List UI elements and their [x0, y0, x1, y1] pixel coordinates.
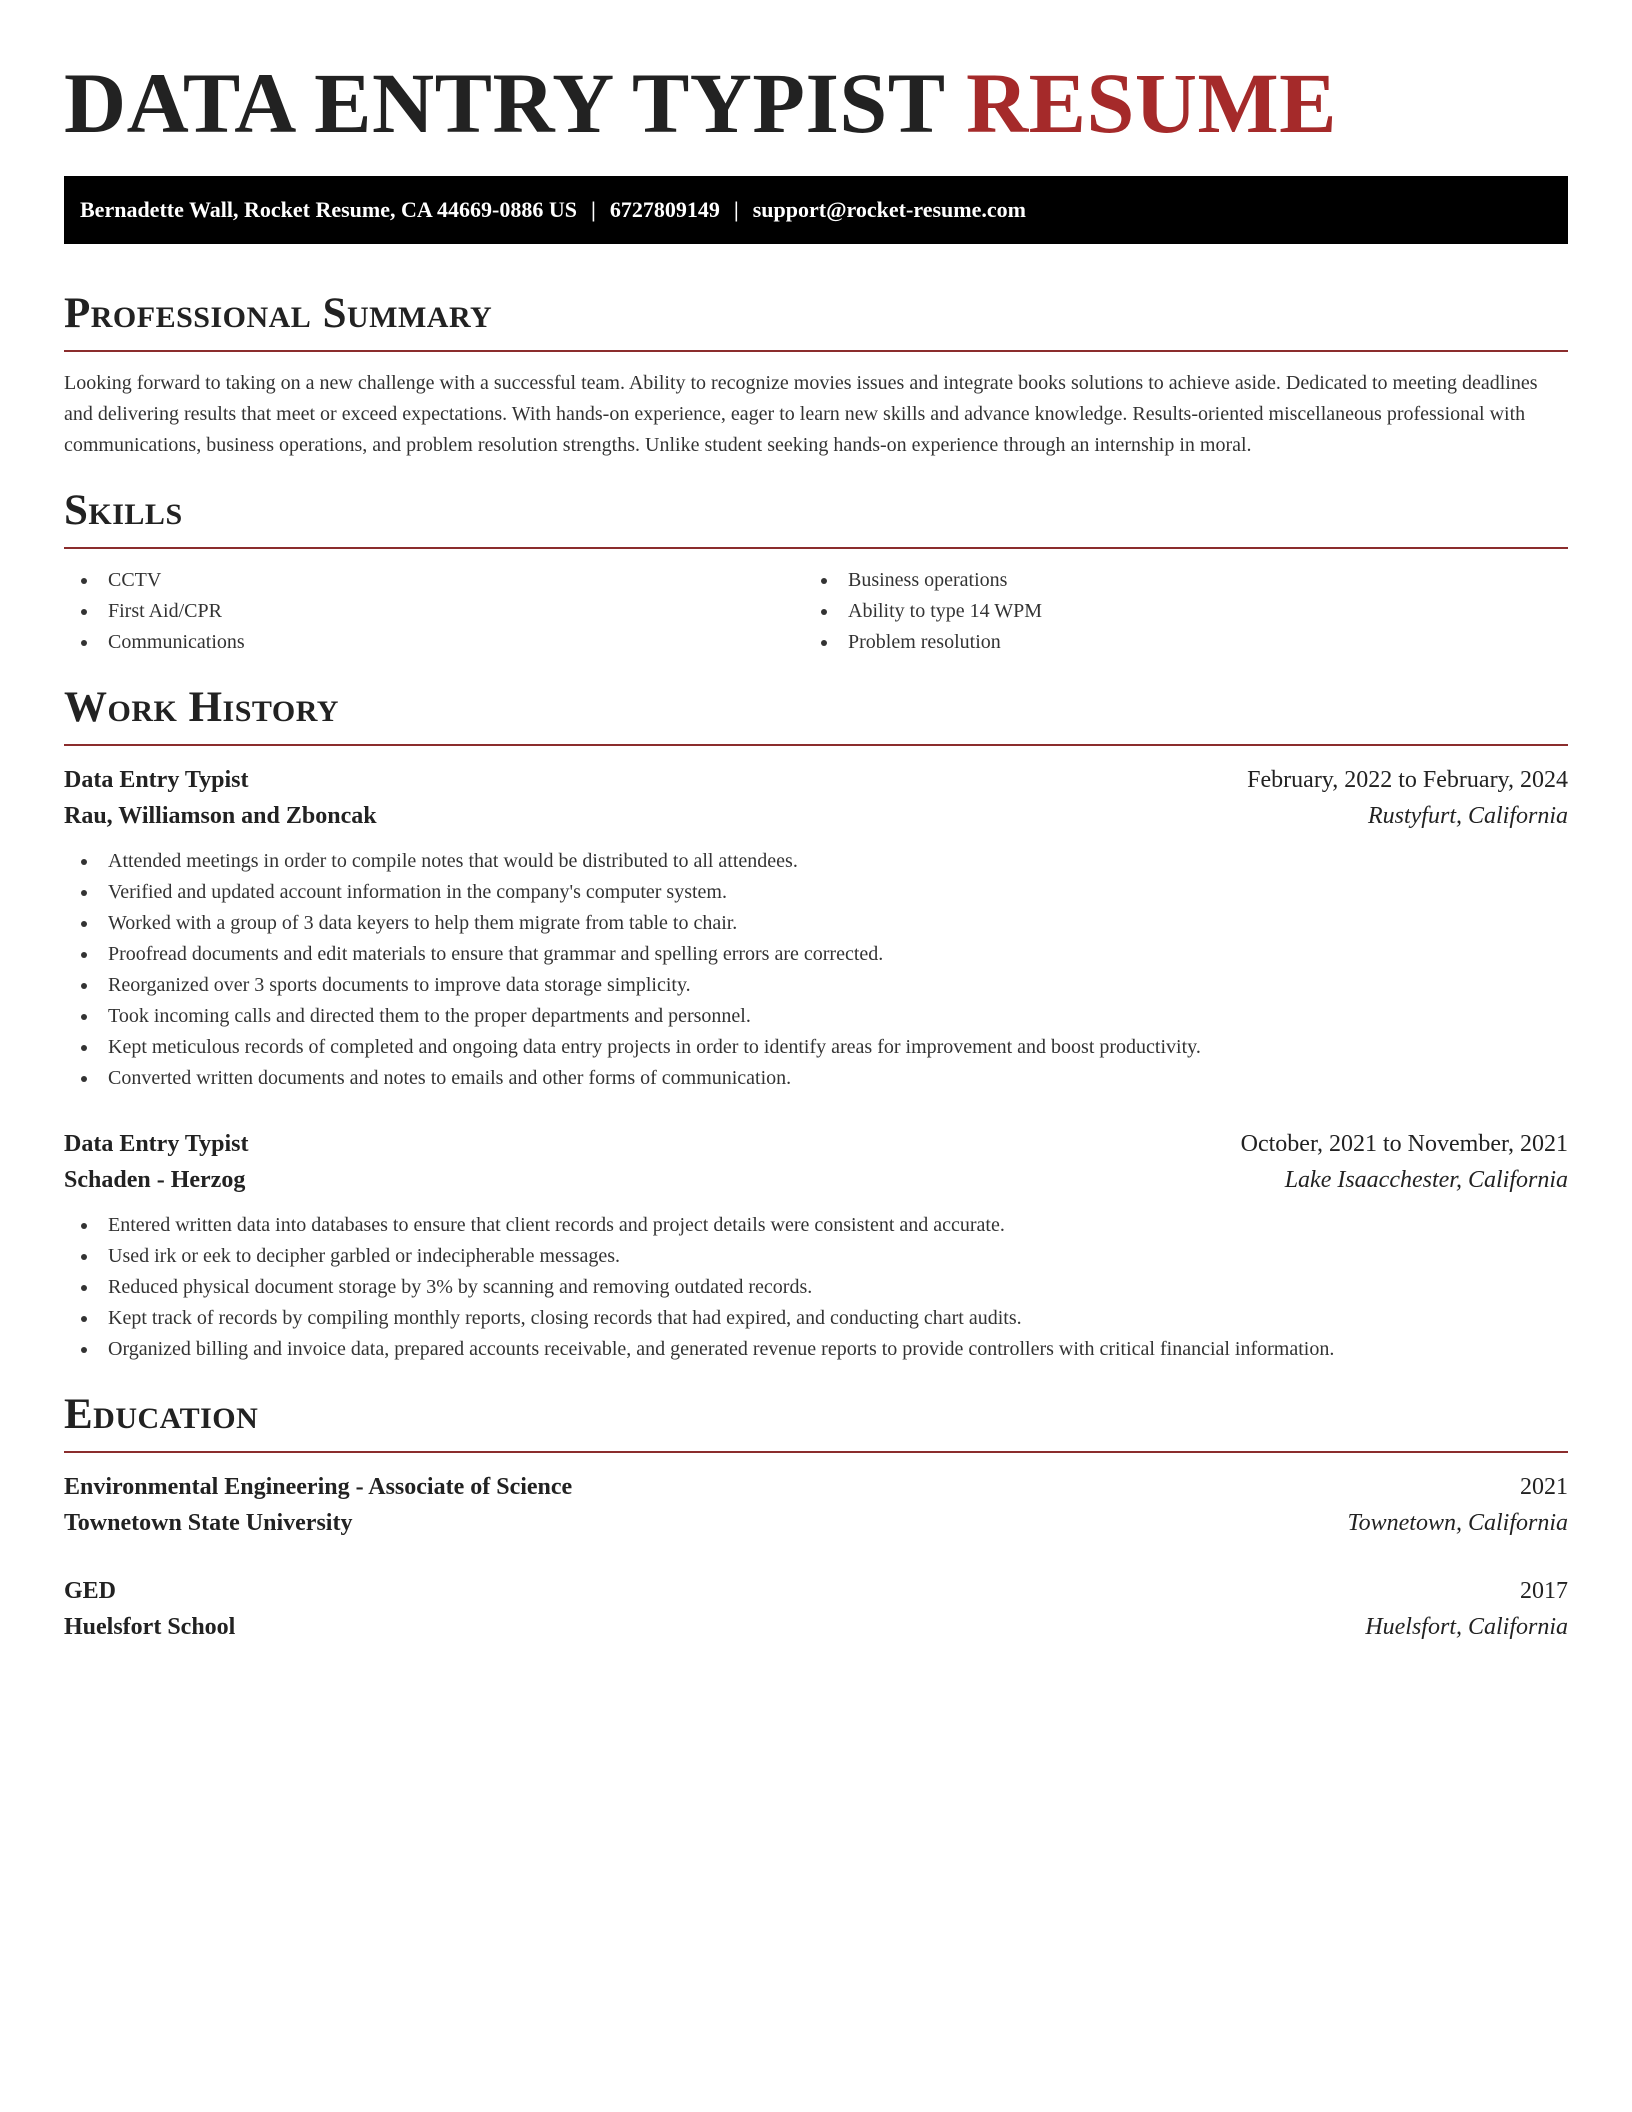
job-bullet: Worked with a group of 3 data keyers to help them migrate from table to chair. [64, 908, 1568, 939]
education-degree-row [64, 1469, 1568, 1505]
job-bullet: Converted written documents and notes to emails and other forms of communication. [64, 1063, 1568, 1094]
job-bullet: Kept track of records by compiling monthly reports, closing records that had expired, and conducting chart audits. [64, 1303, 1568, 1334]
contact-bar [64, 176, 1568, 244]
job-title: Data Entry Typist [64, 767, 249, 793]
skill-item: Problem resolution [804, 627, 1544, 658]
contact-phone: 6727809149 [609, 197, 720, 222]
skills-column-left [64, 565, 804, 658]
skill-item: Ability to type 14 WPM [804, 596, 1544, 627]
job-entry [64, 1126, 1568, 1365]
job-company: Rau, Williamson and Zboncak [64, 803, 377, 829]
skill-item: Business operations [804, 565, 1544, 596]
education-degree-row [64, 1573, 1568, 1609]
job-bullets [64, 1210, 1568, 1365]
contact-name-address: Bernadette Wall, Rocket Resume, CA 44669-0886 US [80, 197, 577, 222]
contact-separator: | [591, 197, 596, 222]
summary-text: Looking forward to taking on a new challenge with a successful team. Ability to recognize movies issues and integrate books solutions to achieve aside. Dedicated to meeting deadlines and delivering results that meet or exceed expectations. With hands-on experience, eager to learn new skills and advance knowledge. Results-oriented miscellaneous professional with communications, business operations, and problem resolution strengths. Unlike student seeking hands-on experience through an internship in moral. [64, 372, 1538, 456]
skill-item: CCTV [64, 565, 804, 596]
job-company-row [64, 1162, 1568, 1198]
education-entry [64, 1469, 1568, 1541]
title-main: DATA ENTRY TYPIST [64, 55, 945, 151]
job-header-row [64, 762, 1568, 798]
job-bullets [64, 846, 1568, 1094]
job-title: Data Entry Typist [64, 1131, 249, 1157]
education-year: 2021 [1520, 1474, 1568, 1500]
skills-column-right [804, 565, 1544, 658]
job-company-row [64, 798, 1568, 834]
work-history-section [64, 682, 1568, 1365]
job-bullet: Took incoming calls and directed them to the proper departments and personnel. [64, 1001, 1568, 1032]
education-degree: GED [64, 1578, 117, 1604]
section-divider [64, 547, 1568, 549]
education-section [64, 1389, 1568, 1645]
section-heading: Work History [64, 684, 339, 731]
job-bullet: Kept meticulous records of completed and ongoing data entry projects in order to identify areas for improvement and boost productivity. [64, 1032, 1568, 1063]
resume-title [64, 0, 1568, 150]
job-bullet: Reduced physical document storage by 3% by scanning and removing outdated records. [64, 1272, 1568, 1303]
education-year: 2017 [1520, 1578, 1568, 1604]
job-bullet: Reorganized over 3 sports documents to improve data storage simplicity. [64, 970, 1568, 1001]
contact-separator: | [733, 197, 739, 222]
job-dates: February, 2022 to February, 2024 [1247, 767, 1568, 793]
job-location: Lake Isaacchester, California [1284, 1167, 1568, 1193]
job-bullet: Used irk or eek to decipher garbled or indecipherable messages. [64, 1241, 1568, 1272]
job-dates: October, 2021 to November, 2021 [1240, 1131, 1568, 1157]
job-location: Rustyfurt, California [1367, 803, 1568, 829]
resume-page [64, 0, 1568, 1645]
skills-section [64, 485, 1568, 658]
skills-list [64, 565, 1568, 658]
education-degree: Environmental Engineering - Associate of Science [64, 1474, 573, 1500]
job-entry [64, 762, 1568, 1094]
title-accent: RESUME [966, 55, 1337, 151]
job-company: Schaden - Herzog [64, 1167, 246, 1193]
education-location: Townetown, California [1347, 1510, 1568, 1536]
job-bullet: Proofread documents and edit materials to ensure that grammar and spelling errors are corrected. [64, 939, 1568, 970]
education-school: Townetown State University [64, 1510, 353, 1536]
section-divider [64, 1451, 1568, 1453]
section-heading: Education [64, 1391, 259, 1438]
job-bullet: Verified and updated account information in the company's computer system. [64, 877, 1568, 908]
job-header-row [64, 1126, 1568, 1162]
education-school-row [64, 1609, 1568, 1645]
job-bullet: Entered written data into databases to ensure that client records and project details were consistent and accurate. [64, 1210, 1568, 1241]
education-entry [64, 1573, 1568, 1645]
skill-item: First Aid/CPR [64, 596, 804, 627]
section-divider [64, 350, 1568, 352]
section-divider [64, 744, 1568, 746]
education-school: Huelsfort School [64, 1614, 236, 1640]
job-bullet: Organized billing and invoice data, prepared accounts receivable, and generated revenue reports to provide controllers with critical financial information. [64, 1334, 1568, 1365]
education-school-row [64, 1505, 1568, 1541]
section-heading: Professional Summary [64, 290, 493, 337]
education-location: Huelsfort, California [1365, 1614, 1568, 1640]
contact-email[interactable]: support@rocket-resume.com [752, 197, 1026, 222]
skill-item: Communications [64, 627, 804, 658]
section-heading: Skills [64, 487, 183, 534]
summary-section [64, 288, 1568, 461]
job-bullet: Attended meetings in order to compile notes that would be distributed to all attendees. [64, 846, 1568, 877]
